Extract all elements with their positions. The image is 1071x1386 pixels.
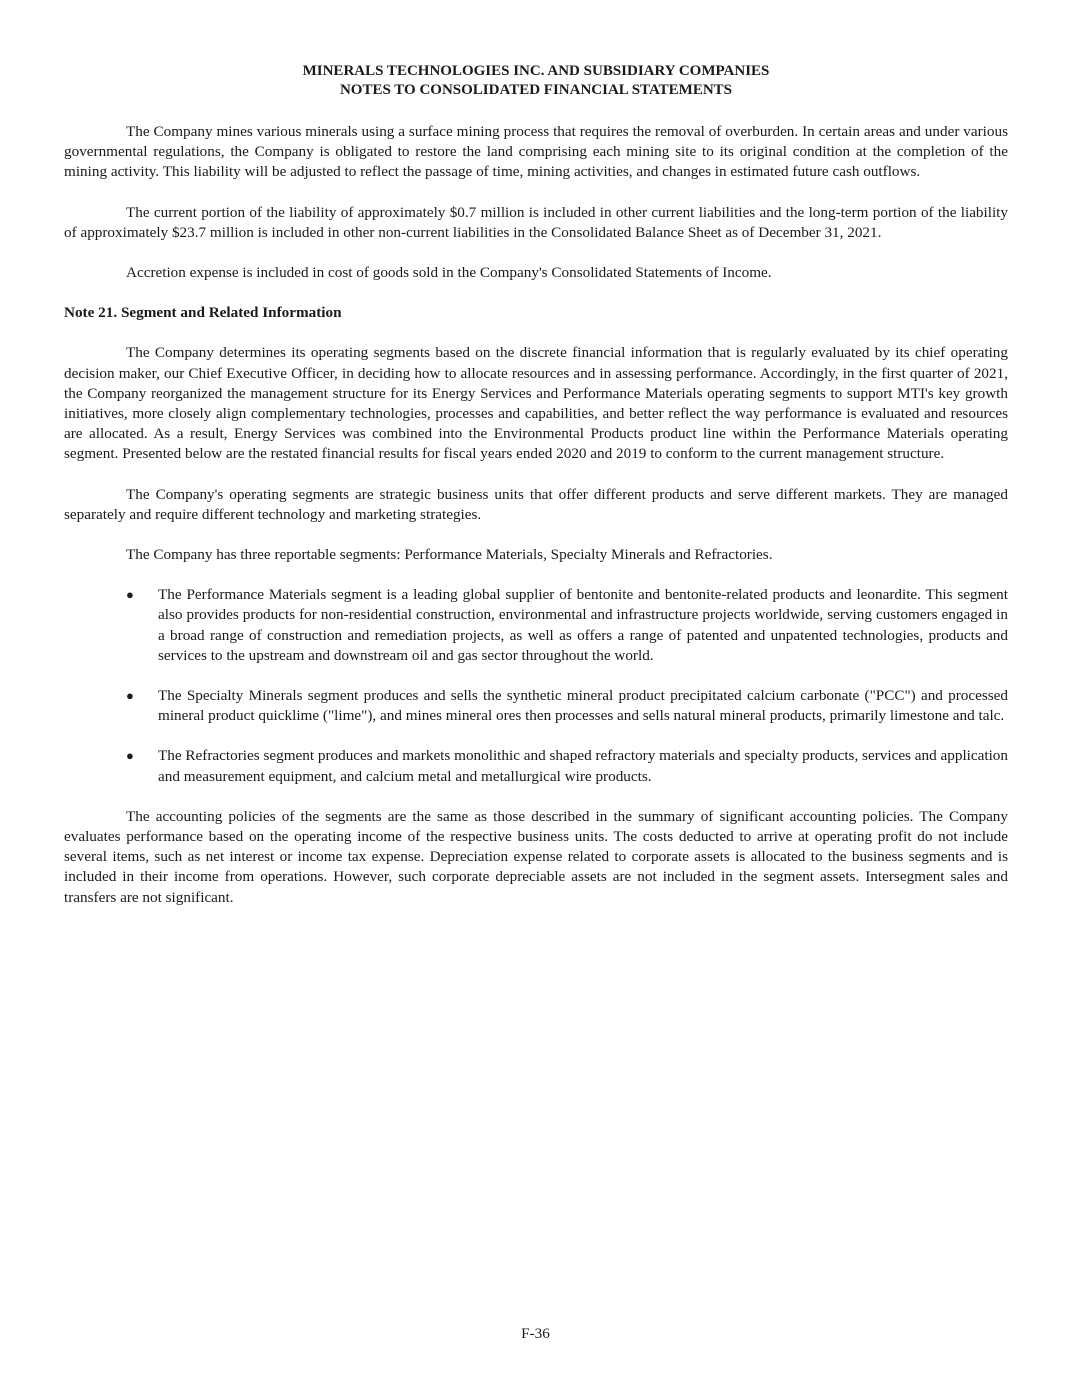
paragraph-liability-portions: The current portion of the liability of approximately $0.7 million is included in other current liabilities and the long-term portion of the liability of approximately $23.7 million is included in other non-current liabilities in the Consolidated Balance Sheet as of December 31, 2021. bbox=[64, 203, 1008, 241]
document-header bbox=[64, 62, 1008, 100]
list-item-text: The Specialty Minerals segment produces and sells the synthetic mineral product precipitated calcium carbonate ("PCC") and processed mineral product quicklime ("lime"), and mines mineral ores then processes and sells natural mineral products, primarily limestone and talc. bbox=[158, 687, 1008, 725]
paragraph-reportable-segments: The Company has three reportable segments: Performance Materials, Specialty Minerals and Refractories. bbox=[126, 546, 773, 564]
list-item-text: The Performance Materials segment is a leading global supplier of bentonite and bentonite-related products and leonardite. This segment also provides products for non-residential construction, environmental and infrastructure projects worldwide, serving customers engaged in a broad range of construction and remediation projects, as well as offers a range of patented and unpatented technologies, products and services to the upstream and downstream oil and gas sector throughout the world. bbox=[158, 586, 1008, 664]
paragraph-mining-obligation: The Company mines various minerals using a surface mining process that requires the removal of overburden. In certain areas and under various governmental regulations, the Company is obligated to restore the land comprising each mining site to its original condition at the completion of the mining activity. This liability will be adjusted to reflect the passage of time, mining activities, and changes in estimated future cash outflows. bbox=[64, 123, 1008, 181]
paragraph-accretion-expense: Accretion expense is included in cost of goods sold in the Company's Consolidated Statements of Income. bbox=[126, 264, 772, 282]
page-number: F-36 bbox=[521, 1325, 550, 1342]
bullet-icon: ● bbox=[126, 587, 134, 603]
list-item-refractories bbox=[64, 746, 1008, 786]
list-item-text: The Refractories segment produces and markets monolithic and shaped refractory materials and specialty products, services and application and measurement equipment, and calcium metal and metallurgical wire products. bbox=[158, 747, 1008, 785]
document-page bbox=[64, 62, 1008, 908]
company-name: MINERALS TECHNOLOGIES INC. AND SUBSIDIARY COMPANIES bbox=[302, 63, 770, 79]
segment-list bbox=[64, 585, 1008, 787]
paragraph-accounting-policies: The accounting policies of the segments are the same as those described in the summary of significant accounting policies. The Company evaluates performance based on the operating income of the respective business units. The costs deducted to arrive at operating profit do not include several items, such as net interest or income tax expense. Depreciation expense related to corporate assets is allocated to the business segments and is included in their income from operations. However, such corporate depreciable assets are not included in the segment assets. Intersegment sales and transfers are not significant. bbox=[64, 807, 1008, 906]
bullet-icon: ● bbox=[126, 688, 134, 704]
list-item-performance-materials bbox=[64, 585, 1008, 666]
bullet-icon: ● bbox=[126, 748, 134, 764]
statement-title: NOTES TO CONSOLIDATED FINANCIAL STATEMENTS bbox=[339, 82, 733, 98]
note-21-heading: Note 21. Segment and Related Information bbox=[64, 304, 342, 322]
paragraph-operating-segments: The Company determines its operating segments based on the discrete financial information that is regularly evaluated by its chief operating decision maker, our Chief Executive Officer, in deciding how to allocate resources and in assessing performance. Accordingly, in the first quarter of 2021, the Company reorganized the management structure for its Energy Services and Performance Materials operating segments to support MTI's key growth initiatives, more closely align complementary technologies, processes and capabilities, and better reflect the way performance is evaluated and resources are allocated. As a result, Energy Services was combined into the Environmental Products product line within the Performance Materials operating segment. Presented below are the restated financial results for fiscal years ended 2020 and 2019 to conform to the current management structure. bbox=[64, 344, 1008, 463]
paragraph-business-units: The Company's operating segments are strategic business units that offer different products and serve different markets. They are managed separately and require different technology and marketing strategies. bbox=[64, 485, 1008, 523]
list-item-specialty-minerals bbox=[64, 686, 1008, 726]
